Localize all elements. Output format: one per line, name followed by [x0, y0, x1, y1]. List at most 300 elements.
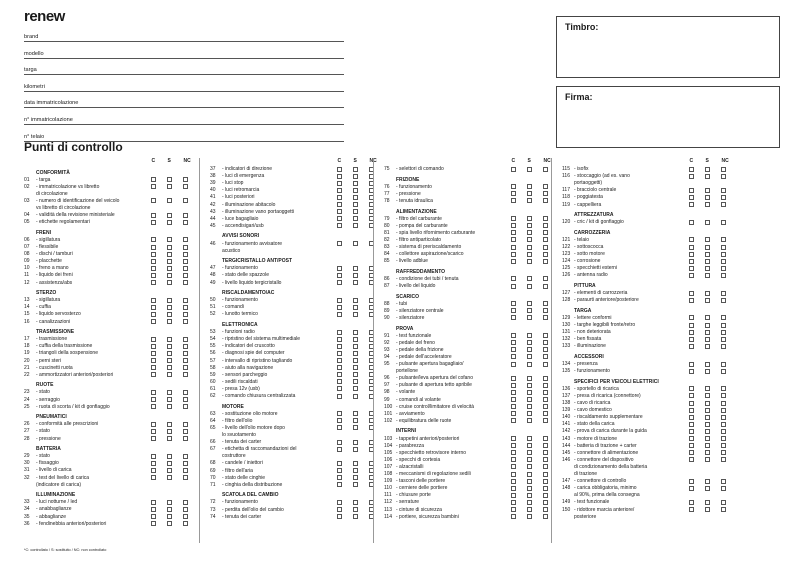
checkbox-s[interactable]	[167, 273, 172, 278]
checkbox-c[interactable]	[337, 202, 342, 207]
checkbox-c[interactable]	[337, 461, 342, 466]
checkbox-s[interactable]	[353, 507, 358, 512]
checkbox-s[interactable]	[527, 230, 532, 235]
checkbox-c[interactable]	[337, 447, 342, 452]
checkbox-s[interactable]	[527, 216, 532, 221]
checkbox-s[interactable]	[167, 351, 172, 356]
checkbox-c[interactable]	[151, 365, 156, 370]
checkbox-s[interactable]	[527, 397, 532, 402]
checkbox-nc[interactable]	[543, 340, 548, 345]
checkbox-nc[interactable]	[721, 323, 726, 328]
checkbox-c[interactable]	[151, 280, 156, 285]
checkbox-s[interactable]	[705, 291, 710, 296]
checkbox-c[interactable]	[689, 188, 694, 193]
checkbox-s[interactable]	[705, 507, 710, 512]
checkbox-s[interactable]	[353, 305, 358, 310]
checkbox-c[interactable]	[337, 514, 342, 519]
checkbox-c[interactable]	[337, 209, 342, 214]
checkbox-c[interactable]	[511, 500, 516, 505]
checkbox-nc[interactable]	[721, 479, 726, 484]
checkbox-c[interactable]	[151, 507, 156, 512]
checkbox-nc[interactable]	[543, 315, 548, 320]
checkbox-c[interactable]	[337, 266, 342, 271]
checkbox-s[interactable]	[705, 386, 710, 391]
checkbox-s[interactable]	[353, 440, 358, 445]
checkbox-s[interactable]	[527, 376, 532, 381]
checkbox-s[interactable]	[527, 486, 532, 491]
checkbox-nc[interactable]	[183, 429, 188, 434]
checkbox-c[interactable]	[151, 351, 156, 356]
checkbox-s[interactable]	[167, 372, 172, 377]
checkbox-c[interactable]	[337, 372, 342, 377]
checkbox-s[interactable]	[705, 220, 710, 225]
checkbox-c[interactable]	[337, 500, 342, 505]
checkbox-s[interactable]	[167, 454, 172, 459]
checkbox-s[interactable]	[527, 436, 532, 441]
checkbox-s[interactable]	[353, 216, 358, 221]
checkbox-c[interactable]	[511, 191, 516, 196]
checkbox-nc[interactable]	[543, 376, 548, 381]
checkbox-c[interactable]	[337, 482, 342, 487]
checkbox-c[interactable]	[337, 386, 342, 391]
checkbox-nc[interactable]	[721, 507, 726, 512]
checkbox-s[interactable]	[705, 401, 710, 406]
checkbox-c[interactable]	[511, 404, 516, 409]
checkbox-c[interactable]	[337, 411, 342, 416]
checkbox-c[interactable]	[337, 188, 342, 193]
checkbox-s[interactable]	[167, 500, 172, 505]
checkbox-nc[interactable]	[183, 521, 188, 526]
checkbox-c[interactable]	[689, 401, 694, 406]
checkbox-nc[interactable]	[543, 479, 548, 484]
checkbox-s[interactable]	[705, 259, 710, 264]
checkbox-c[interactable]	[337, 394, 342, 399]
checkbox-c[interactable]	[337, 358, 342, 363]
checkbox-nc[interactable]	[183, 358, 188, 363]
checkbox-s[interactable]	[167, 475, 172, 480]
checkbox-nc[interactable]	[721, 188, 726, 193]
checkbox-s[interactable]	[167, 220, 172, 225]
checkbox-s[interactable]	[527, 284, 532, 289]
checkbox-s[interactable]	[527, 479, 532, 484]
checkbox-c[interactable]	[511, 167, 516, 172]
checkbox-c[interactable]	[151, 521, 156, 526]
checkbox-nc[interactable]	[721, 266, 726, 271]
checkbox-nc[interactable]	[543, 404, 548, 409]
checkbox-c[interactable]	[689, 479, 694, 484]
checkbox-c[interactable]	[151, 266, 156, 271]
checkbox-c[interactable]	[511, 493, 516, 498]
checkbox-nc[interactable]	[721, 422, 726, 427]
checkbox-c[interactable]	[337, 241, 342, 246]
checkbox-c[interactable]	[151, 305, 156, 310]
checkbox-c[interactable]	[689, 415, 694, 420]
checkbox-s[interactable]	[527, 383, 532, 388]
checkbox-c[interactable]	[511, 245, 516, 250]
checkbox-nc[interactable]	[543, 493, 548, 498]
checkbox-nc[interactable]	[721, 259, 726, 264]
checkbox-nc[interactable]	[721, 500, 726, 505]
checkbox-c[interactable]	[689, 507, 694, 512]
checkbox-s[interactable]	[527, 347, 532, 352]
checkbox-s[interactable]	[167, 397, 172, 402]
checkbox-nc[interactable]	[183, 500, 188, 505]
checkbox-c[interactable]	[337, 167, 342, 172]
checkbox-s[interactable]	[353, 167, 358, 172]
checkbox-c[interactable]	[689, 298, 694, 303]
checkbox-nc[interactable]	[183, 454, 188, 459]
checkbox-c[interactable]	[511, 315, 516, 320]
checkbox-c[interactable]	[511, 347, 516, 352]
checkbox-s[interactable]	[353, 209, 358, 214]
checkbox-c[interactable]	[151, 358, 156, 363]
checkbox-s[interactable]	[353, 344, 358, 349]
checkbox-s[interactable]	[353, 394, 358, 399]
checkbox-s[interactable]	[527, 259, 532, 264]
checkbox-nc[interactable]	[543, 457, 548, 462]
checkbox-c[interactable]	[511, 418, 516, 423]
checkbox-s[interactable]	[527, 167, 532, 172]
checkbox-nc[interactable]	[183, 468, 188, 473]
checkbox-c[interactable]	[337, 351, 342, 356]
checkbox-c[interactable]	[689, 315, 694, 320]
checkbox-s[interactable]	[705, 266, 710, 271]
checkbox-s[interactable]	[353, 425, 358, 430]
checkbox-s[interactable]	[353, 298, 358, 303]
checkbox-nc[interactable]	[543, 486, 548, 491]
checkbox-c[interactable]	[151, 220, 156, 225]
checkbox-c[interactable]	[689, 429, 694, 434]
checkbox-s[interactable]	[705, 344, 710, 349]
checkbox-c[interactable]	[511, 376, 516, 381]
checkbox-nc[interactable]	[183, 507, 188, 512]
checkbox-nc[interactable]	[721, 401, 726, 406]
checkbox-nc[interactable]	[721, 386, 726, 391]
checkbox-nc[interactable]	[543, 507, 548, 512]
checkbox-c[interactable]	[511, 514, 516, 519]
checkbox-nc[interactable]	[183, 337, 188, 342]
checkbox-nc[interactable]	[721, 315, 726, 320]
checkbox-nc[interactable]	[543, 237, 548, 242]
checkbox-s[interactable]	[705, 188, 710, 193]
checkbox-nc[interactable]	[183, 390, 188, 395]
checkbox-c[interactable]	[151, 429, 156, 434]
stamp-box[interactable]	[556, 16, 780, 78]
checkbox-s[interactable]	[353, 266, 358, 271]
checkbox-c[interactable]	[689, 486, 694, 491]
checkbox-c[interactable]	[151, 461, 156, 466]
checkbox-s[interactable]	[527, 500, 532, 505]
checkbox-c[interactable]	[151, 514, 156, 519]
checkbox-s[interactable]	[353, 482, 358, 487]
checkbox-nc[interactable]	[721, 202, 726, 207]
checkbox-c[interactable]	[689, 443, 694, 448]
checkbox-nc[interactable]	[721, 298, 726, 303]
checkbox-c[interactable]	[689, 237, 694, 242]
checkbox-c[interactable]	[151, 422, 156, 427]
checkbox-c[interactable]	[511, 308, 516, 313]
checkbox-nc[interactable]	[183, 404, 188, 409]
checkbox-nc[interactable]	[183, 213, 188, 218]
checkbox-s[interactable]	[705, 202, 710, 207]
checkbox-s[interactable]	[353, 475, 358, 480]
checkbox-c[interactable]	[511, 198, 516, 203]
checkbox-nc[interactable]	[183, 312, 188, 317]
checkbox-s[interactable]	[353, 358, 358, 363]
field-targa[interactable]	[24, 63, 344, 75]
checkbox-s[interactable]	[527, 507, 532, 512]
checkbox-c[interactable]	[689, 422, 694, 427]
checkbox-nc[interactable]	[721, 369, 726, 374]
checkbox-nc[interactable]	[543, 450, 548, 455]
checkbox-nc[interactable]	[721, 415, 726, 420]
checkbox-c[interactable]	[337, 174, 342, 179]
checkbox-s[interactable]	[527, 354, 532, 359]
checkbox-s[interactable]	[167, 259, 172, 264]
checkbox-s[interactable]	[527, 404, 532, 409]
checkbox-nc[interactable]	[721, 252, 726, 257]
checkbox-s[interactable]	[705, 337, 710, 342]
checkbox-nc[interactable]	[543, 397, 548, 402]
checkbox-s[interactable]	[527, 464, 532, 469]
checkbox-nc[interactable]	[183, 344, 188, 349]
checkbox-s[interactable]	[167, 266, 172, 271]
checkbox-c[interactable]	[689, 195, 694, 200]
checkbox-nc[interactable]	[721, 273, 726, 278]
checkbox-nc[interactable]	[183, 252, 188, 257]
checkbox-nc[interactable]	[721, 429, 726, 434]
checkbox-s[interactable]	[705, 330, 710, 335]
checkbox-c[interactable]	[511, 223, 516, 228]
checkbox-c[interactable]	[511, 479, 516, 484]
checkbox-c[interactable]	[151, 273, 156, 278]
checkbox-c[interactable]	[151, 468, 156, 473]
checkbox-s[interactable]	[353, 280, 358, 285]
checkbox-s[interactable]	[167, 280, 172, 285]
checkbox-nc[interactable]	[543, 347, 548, 352]
checkbox-s[interactable]	[353, 500, 358, 505]
checkbox-nc[interactable]	[183, 461, 188, 466]
checkbox-c[interactable]	[337, 216, 342, 221]
checkbox-c[interactable]	[689, 393, 694, 398]
checkbox-nc[interactable]	[183, 305, 188, 310]
checkbox-s[interactable]	[527, 333, 532, 338]
checkbox-c[interactable]	[511, 276, 516, 281]
checkbox-s[interactable]	[705, 174, 710, 179]
checkbox-s[interactable]	[527, 457, 532, 462]
checkbox-c[interactable]	[511, 450, 516, 455]
checkbox-nc[interactable]	[721, 245, 726, 250]
checkbox-s[interactable]	[353, 514, 358, 519]
checkbox-nc[interactable]	[721, 237, 726, 242]
checkbox-nc[interactable]	[183, 184, 188, 189]
checkbox-nc[interactable]	[721, 195, 726, 200]
checkbox-nc[interactable]	[543, 390, 548, 395]
checkbox-c[interactable]	[689, 245, 694, 250]
checkbox-s[interactable]	[705, 323, 710, 328]
checkbox-nc[interactable]	[183, 266, 188, 271]
checkbox-c[interactable]	[689, 167, 694, 172]
checkbox-c[interactable]	[151, 319, 156, 324]
checkbox-s[interactable]	[353, 447, 358, 452]
checkbox-s[interactable]	[167, 305, 172, 310]
checkbox-s[interactable]	[527, 191, 532, 196]
checkbox-s[interactable]	[527, 472, 532, 477]
checkbox-s[interactable]	[705, 450, 710, 455]
checkbox-s[interactable]	[705, 362, 710, 367]
checkbox-c[interactable]	[511, 443, 516, 448]
checkbox-s[interactable]	[353, 202, 358, 207]
checkbox-c[interactable]	[511, 216, 516, 221]
checkbox-c[interactable]	[689, 220, 694, 225]
checkbox-s[interactable]	[353, 273, 358, 278]
checkbox-c[interactable]	[689, 291, 694, 296]
checkbox-c[interactable]	[511, 340, 516, 345]
checkbox-nc[interactable]	[543, 223, 548, 228]
checkbox-c[interactable]	[337, 344, 342, 349]
checkbox-c[interactable]	[337, 273, 342, 278]
checkbox-c[interactable]	[151, 344, 156, 349]
checkbox-s[interactable]	[705, 443, 710, 448]
checkbox-nc[interactable]	[721, 457, 726, 462]
checkbox-nc[interactable]	[183, 319, 188, 324]
checkbox-nc[interactable]	[543, 184, 548, 189]
checkbox-s[interactable]	[527, 411, 532, 416]
signature-box[interactable]	[556, 86, 780, 148]
checkbox-c[interactable]	[337, 468, 342, 473]
checkbox-s[interactable]	[167, 337, 172, 342]
checkbox-s[interactable]	[705, 369, 710, 374]
checkbox-c[interactable]	[151, 436, 156, 441]
checkbox-nc[interactable]	[543, 245, 548, 250]
checkbox-s[interactable]	[527, 308, 532, 313]
checkbox-c[interactable]	[689, 252, 694, 257]
checkbox-nc[interactable]	[543, 230, 548, 235]
checkbox-s[interactable]	[527, 450, 532, 455]
checkbox-nc[interactable]	[721, 362, 726, 367]
checkbox-c[interactable]	[689, 202, 694, 207]
checkbox-nc[interactable]	[721, 220, 726, 225]
checkbox-c[interactable]	[689, 337, 694, 342]
checkbox-nc[interactable]	[543, 383, 548, 388]
checkbox-s[interactable]	[705, 393, 710, 398]
checkbox-s[interactable]	[705, 273, 710, 278]
checkbox-s[interactable]	[527, 245, 532, 250]
checkbox-nc[interactable]	[721, 174, 726, 179]
checkbox-s[interactable]	[353, 312, 358, 317]
checkbox-s[interactable]	[353, 365, 358, 370]
checkbox-nc[interactable]	[183, 372, 188, 377]
checkbox-s[interactable]	[167, 213, 172, 218]
checkbox-s[interactable]	[353, 418, 358, 423]
checkbox-c[interactable]	[689, 457, 694, 462]
checkbox-nc[interactable]	[543, 301, 548, 306]
checkbox-nc[interactable]	[543, 259, 548, 264]
checkbox-s[interactable]	[167, 429, 172, 434]
checkbox-nc[interactable]	[543, 500, 548, 505]
checkbox-c[interactable]	[511, 252, 516, 257]
checkbox-s[interactable]	[167, 468, 172, 473]
checkbox-c[interactable]	[689, 344, 694, 349]
checkbox-nc[interactable]	[543, 362, 548, 367]
checkbox-s[interactable]	[353, 181, 358, 186]
checkbox-c[interactable]	[337, 365, 342, 370]
checkbox-c[interactable]	[511, 354, 516, 359]
checkbox-nc[interactable]	[183, 397, 188, 402]
checkbox-s[interactable]	[353, 351, 358, 356]
checkbox-s[interactable]	[167, 298, 172, 303]
checkbox-nc[interactable]	[543, 472, 548, 477]
checkbox-nc[interactable]	[543, 284, 548, 289]
checkbox-c[interactable]	[151, 245, 156, 250]
checkbox-c[interactable]	[689, 500, 694, 505]
checkbox-c[interactable]	[511, 301, 516, 306]
checkbox-c[interactable]	[337, 475, 342, 480]
checkbox-s[interactable]	[167, 514, 172, 519]
checkbox-nc[interactable]	[183, 237, 188, 242]
checkbox-nc[interactable]	[721, 291, 726, 296]
checkbox-c[interactable]	[151, 397, 156, 402]
checkbox-c[interactable]	[511, 383, 516, 388]
checkbox-nc[interactable]	[183, 365, 188, 370]
checkbox-c[interactable]	[511, 397, 516, 402]
checkbox-nc[interactable]	[721, 393, 726, 398]
checkbox-c[interactable]	[511, 237, 516, 242]
checkbox-s[interactable]	[353, 468, 358, 473]
checkbox-s[interactable]	[705, 237, 710, 242]
checkbox-c[interactable]	[337, 298, 342, 303]
checkbox-s[interactable]	[167, 436, 172, 441]
checkbox-s[interactable]	[527, 443, 532, 448]
checkbox-s[interactable]	[167, 177, 172, 182]
checkbox-s[interactable]	[167, 319, 172, 324]
checkbox-c[interactable]	[689, 436, 694, 441]
checkbox-s[interactable]	[167, 404, 172, 409]
checkbox-c[interactable]	[511, 333, 516, 338]
checkbox-s[interactable]	[167, 358, 172, 363]
checkbox-nc[interactable]	[543, 443, 548, 448]
checkbox-s[interactable]	[167, 184, 172, 189]
checkbox-s[interactable]	[167, 237, 172, 242]
checkbox-nc[interactable]	[721, 486, 726, 491]
checkbox-c[interactable]	[511, 507, 516, 512]
checkbox-s[interactable]	[705, 422, 710, 427]
checkbox-s[interactable]	[167, 252, 172, 257]
checkbox-c[interactable]	[689, 362, 694, 367]
checkbox-s[interactable]	[527, 184, 532, 189]
checkbox-c[interactable]	[151, 404, 156, 409]
checkbox-c[interactable]	[151, 177, 156, 182]
checkbox-c[interactable]	[511, 411, 516, 416]
checkbox-c[interactable]	[151, 298, 156, 303]
checkbox-nc[interactable]	[543, 464, 548, 469]
checkbox-s[interactable]	[167, 507, 172, 512]
checkbox-s[interactable]	[353, 195, 358, 200]
field-data-immatricolazione[interactable]	[24, 96, 344, 108]
field-modello[interactable]	[24, 47, 344, 59]
checkbox-c[interactable]	[337, 379, 342, 384]
checkbox-s[interactable]	[705, 457, 710, 462]
checkbox-s[interactable]	[353, 188, 358, 193]
checkbox-c[interactable]	[151, 454, 156, 459]
checkbox-c[interactable]	[337, 312, 342, 317]
checkbox-s[interactable]	[705, 500, 710, 505]
checkbox-nc[interactable]	[721, 450, 726, 455]
checkbox-nc[interactable]	[543, 276, 548, 281]
checkbox-c[interactable]	[151, 390, 156, 395]
checkbox-s[interactable]	[705, 245, 710, 250]
checkbox-c[interactable]	[337, 330, 342, 335]
